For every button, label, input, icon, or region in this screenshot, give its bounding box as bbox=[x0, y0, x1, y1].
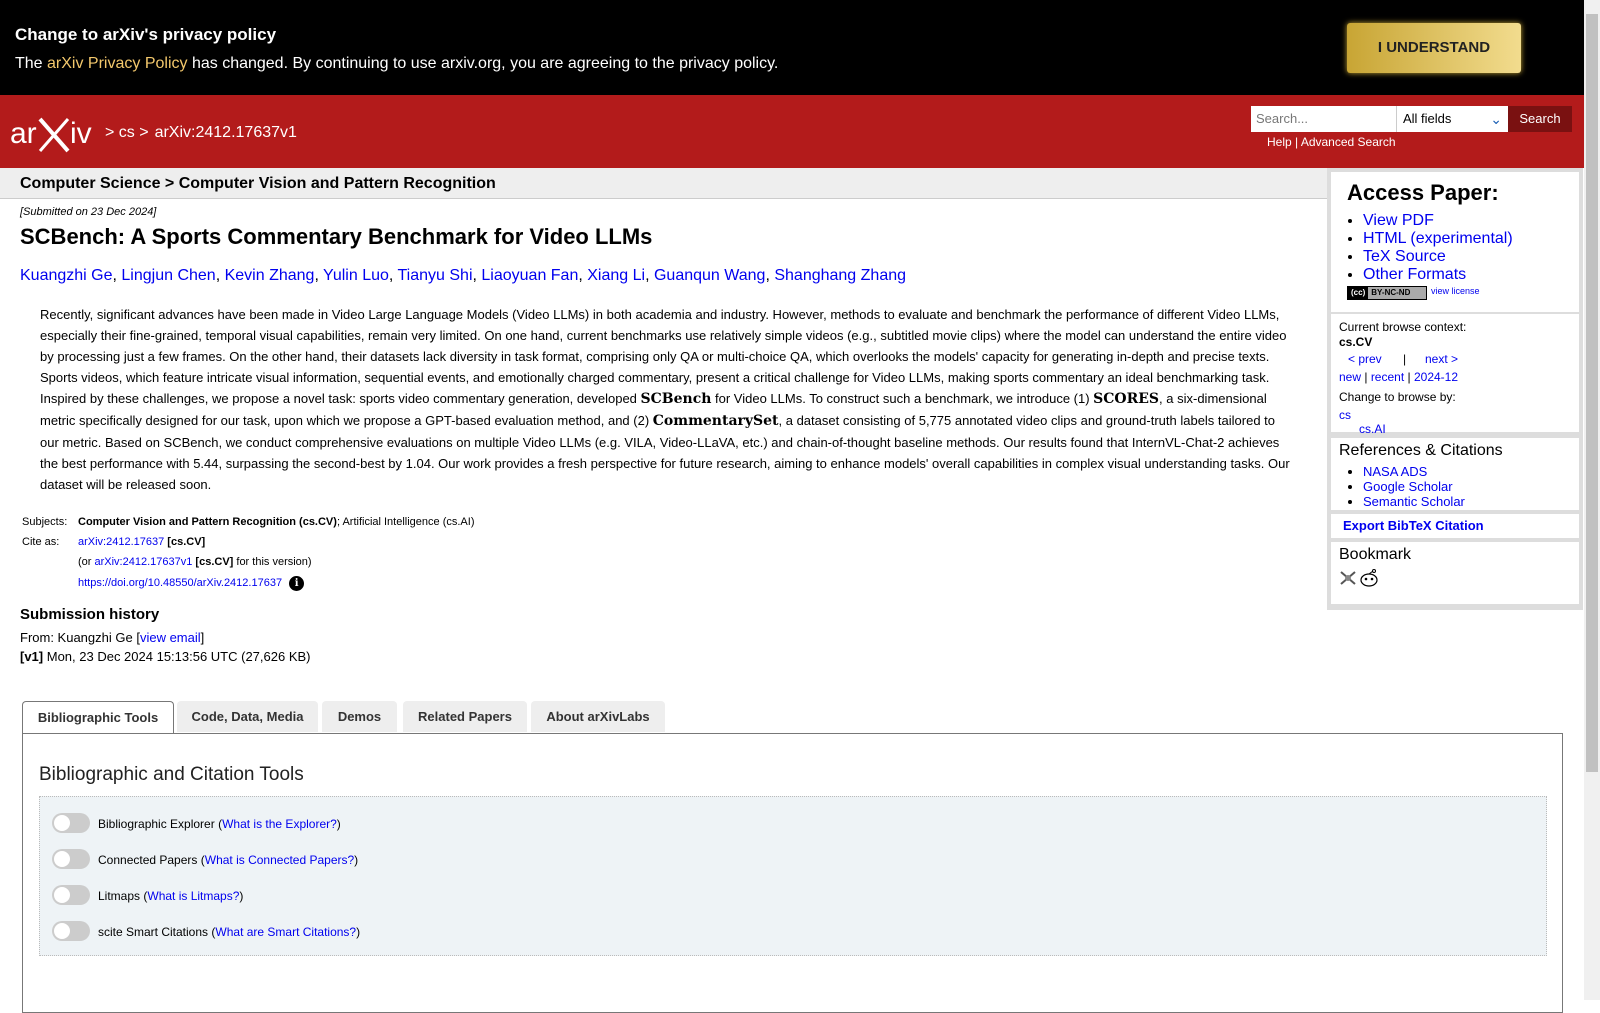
references-box bbox=[1331, 438, 1579, 510]
scite-toggle[interactable] bbox=[52, 921, 90, 941]
tab-panel bbox=[22, 733, 1563, 1013]
site-header bbox=[0, 95, 1584, 168]
privacy-banner bbox=[0, 0, 1584, 95]
tool-info-link[interactable]: What is Connected Papers? bbox=[204, 853, 355, 867]
scrollbar-thumb[interactable] bbox=[1586, 14, 1598, 772]
cite-version-link[interactable]: arXiv:2412.17637v1 bbox=[94, 556, 193, 568]
next-link[interactable]: next > bbox=[1425, 352, 1459, 366]
version-entry: [v1] Mon, 23 Dec 2024 15:13:56 UTC (27,626 KB) bbox=[20, 649, 311, 664]
author-link[interactable]: Yulin Luo bbox=[323, 267, 389, 284]
author-link[interactable]: Tianyu Shi bbox=[397, 267, 473, 284]
author-list: Kuangzhi Ge, Lingjun Chen, Kevin Zhang, Yulin Luo, Tianyu Shi, Liaoyuan Fan, Xiang Li, Guanqun Wang, Shanghang Zhang bbox=[20, 267, 907, 284]
access-paper-title: Access Paper: bbox=[1347, 180, 1499, 205]
recent-link[interactable]: recent bbox=[1370, 370, 1405, 384]
prev-link[interactable]: < prev bbox=[1348, 352, 1382, 366]
tab-code-data-media[interactable]: Code, Data, Media bbox=[177, 701, 318, 732]
help-link[interactable]: Help bbox=[1267, 135, 1292, 149]
connected-papers-toggle[interactable] bbox=[52, 849, 90, 869]
bookmark-title: Bookmark bbox=[1339, 546, 1412, 563]
export-bibtex-link[interactable]: Export BibTeX Citation bbox=[1343, 518, 1484, 533]
litmaps-toggle[interactable] bbox=[52, 885, 90, 905]
tools-title: Bibliographic and Citation Tools bbox=[39, 764, 304, 785]
submitted-date: [Submitted on 23 Dec 2024] bbox=[20, 206, 157, 218]
other-formats-link[interactable]: Other Formats bbox=[1363, 266, 1467, 283]
tools-list: Bibliographic Explorer (What is the Explorer?) Connected Papers (What is Connected Papers?) Litmaps (What is Litmaps?) scite Smart Citations (What are Smart Citations?) bbox=[39, 796, 1547, 956]
author-link[interactable]: Guanqun Wang bbox=[653, 267, 766, 284]
banner-title: Change to arXiv's privacy policy bbox=[15, 25, 277, 44]
author-link[interactable]: Kuangzhi Ge bbox=[20, 267, 113, 284]
tool-info-link[interactable]: What is the Explorer? bbox=[222, 817, 337, 831]
banner-message: The arXiv Privacy Policy has changed. By continuing to use arxiv.org, you are agreeing to the privacy policy. bbox=[15, 55, 779, 72]
tab-bibliographic-tools[interactable]: Bibliographic Tools bbox=[22, 701, 174, 734]
references-title: References & Citations bbox=[1339, 442, 1503, 459]
reddit-icon[interactable] bbox=[1359, 569, 1379, 592]
svg-text:ar: ar bbox=[10, 117, 37, 150]
month-link[interactable]: 2024-12 bbox=[1413, 370, 1459, 384]
author-link[interactable]: Liaoyuan Fan bbox=[481, 267, 579, 284]
author-link[interactable]: Xiang Li bbox=[587, 267, 646, 284]
view-license-link[interactable]: view license bbox=[1431, 286, 1480, 296]
abstract: Recently, significant advances have been made in Video Large Language Models (Video LLMs) in both academia and industry. However, methods to evaluate and benchmark the performance of different Video LLMs, especially their fine-grained, temporal visual capabilities, remain very limited. On one hand, current benchmarks use relatively simple videos (e.g., subtitled movie clips) where the model can understand the entire video by processing just a few frames. On the other hand, their datasets lack diversity in task format, comprising only QA or multi-choice QA, which overlooks the models' capacity for generating in-depth and precise texts. Sports videos, which feature intricate visual information, sequential events, and emotionally charged commentary, present a critical challenge for Video LLMs, making sports commentary an ideal benchmarking task. Inspired by these challenges, we propose a novel task: sports video commentary generation, developed SCBench for Video LLMs. To construct such a benchmark, we introduce (1) SCORES, a six-dimensional metric specifically designed for our task, upon which we propose a GPT-based evaluation method, and (2) CommentarySet, a dataset consisting of 5,775 annotated video clips and ground-truth labels tailored to our metric. Based on SCBench, we conduct comprehensive evaluations on multiple Video LLMs (e.g. VILA, Video-LLaVA, etc.) and chain-of-thought baseline methods. Our results found that InternVL-Chat-2 achieves the best performance with 5.44, surpassing the second-best by 1.04. Our work provides a fresh perspective for future research, aiming to enhance models' overall capabilities in complex visual understanding tasks. Our dataset will be released soon. bbox=[40, 307, 1290, 492]
author-link[interactable]: Shanghang Zhang bbox=[774, 267, 907, 284]
category-subheader bbox=[0, 168, 1327, 199]
subjects-value: Computer Vision and Pattern Recognition (cs.CV); Artificial Intelligence (cs.AI) bbox=[78, 516, 475, 528]
search-button[interactable]: Search bbox=[1508, 106, 1572, 132]
access-paper-box bbox=[1331, 172, 1579, 312]
subjects-label: Subjects: bbox=[22, 516, 68, 528]
context-value: cs.CV bbox=[1339, 335, 1373, 349]
nasa-ads-link[interactable]: NASA ADS bbox=[1363, 464, 1428, 479]
doi-row bbox=[78, 576, 304, 591]
html-link[interactable]: HTML (experimental) bbox=[1363, 230, 1513, 247]
tex-source-link[interactable]: TeX Source bbox=[1363, 248, 1446, 265]
bibsonomy-icon[interactable] bbox=[1339, 570, 1357, 591]
cite-version: (or arXiv:2412.17637v1 [cs.CV] for this version) bbox=[78, 556, 312, 568]
google-scholar-link[interactable]: Google Scholar bbox=[1363, 479, 1453, 494]
chevron-down-icon: ⌄ bbox=[1490, 111, 1502, 127]
browse-cs-link[interactable]: cs bbox=[1339, 408, 1351, 422]
tab-demos[interactable]: Demos bbox=[322, 701, 397, 732]
context-label: Current browse context: bbox=[1339, 320, 1467, 334]
view-email-link[interactable]: view email bbox=[139, 630, 201, 645]
breadcrumb bbox=[105, 124, 303, 142]
new-link[interactable]: new bbox=[1339, 370, 1362, 384]
bookmark-box bbox=[1331, 542, 1579, 604]
search-field-select[interactable]: All fields ⌄ bbox=[1396, 106, 1508, 132]
paper-title: SCBench: A Sports Commentary Benchmark for Video LLMs bbox=[20, 224, 653, 249]
breadcrumb-cs[interactable]: > cs > bbox=[105, 124, 149, 141]
export-box bbox=[1331, 514, 1579, 538]
search-input[interactable]: Search... bbox=[1251, 106, 1396, 132]
sidebar bbox=[1327, 168, 1583, 610]
cite-label: Cite as: bbox=[22, 536, 60, 548]
cite-link[interactable]: arXiv:2412.17637 bbox=[78, 536, 165, 548]
arxiv-logo[interactable] bbox=[10, 113, 102, 158]
advanced-search-link[interactable]: Advanced Search bbox=[1300, 135, 1396, 149]
browse-csai-link[interactable]: cs.AI bbox=[1359, 422, 1386, 436]
tab-related-papers[interactable]: Related Papers bbox=[403, 701, 527, 732]
browse-context-box: Current browse context: cs.CV < prev | next > new | recent | 2024-12 Change to browse by: cs cs.AI bbox=[1331, 314, 1579, 432]
doi-link[interactable]: https://doi.org/10.48550/arXiv.2412.17637 bbox=[78, 577, 283, 589]
tool-info-link[interactable]: What is Litmaps? bbox=[147, 889, 240, 903]
help-links: Help | Advanced Search bbox=[1267, 135, 1396, 149]
cc-license-badge[interactable]: (cc) BY-NC-ND bbox=[1347, 286, 1427, 300]
change-browse-label: Change to browse by: bbox=[1339, 390, 1456, 404]
submission-history-heading: Submission history bbox=[20, 606, 160, 623]
bibliographic-explorer-toggle[interactable] bbox=[52, 813, 90, 833]
info-icon[interactable]: i bbox=[289, 576, 304, 591]
listing-links: new | recent | 2024-12 bbox=[1339, 370, 1459, 384]
semantic-scholar-link[interactable]: Semantic Scholar bbox=[1363, 494, 1465, 509]
svg-text:iv: iv bbox=[70, 117, 92, 150]
author-link[interactable]: Kevin Zhang bbox=[224, 267, 315, 284]
author-link[interactable]: Lingjun Chen bbox=[121, 267, 216, 284]
view-pdf-link[interactable]: View PDF bbox=[1363, 212, 1434, 229]
privacy-policy-link[interactable]: arXiv Privacy Policy bbox=[47, 55, 188, 72]
tool-info-link[interactable]: What are Smart Citations? bbox=[215, 925, 357, 939]
page-scrollbar[interactable] bbox=[1584, 0, 1600, 1000]
cite-value: arXiv:2412.17637 [cs.CV] bbox=[78, 536, 206, 548]
breadcrumb-paper-id: arXiv:2412.17637v1 bbox=[154, 124, 297, 141]
category-path: Computer Science > Computer Vision and Pattern Recognition bbox=[20, 175, 496, 192]
submission-from: From: Kuangzhi Ge [view email] bbox=[20, 630, 205, 645]
tab-about-arxivlabs[interactable]: About arXivLabs bbox=[531, 701, 665, 732]
understand-button[interactable]: I UNDERSTAND bbox=[1347, 23, 1521, 73]
